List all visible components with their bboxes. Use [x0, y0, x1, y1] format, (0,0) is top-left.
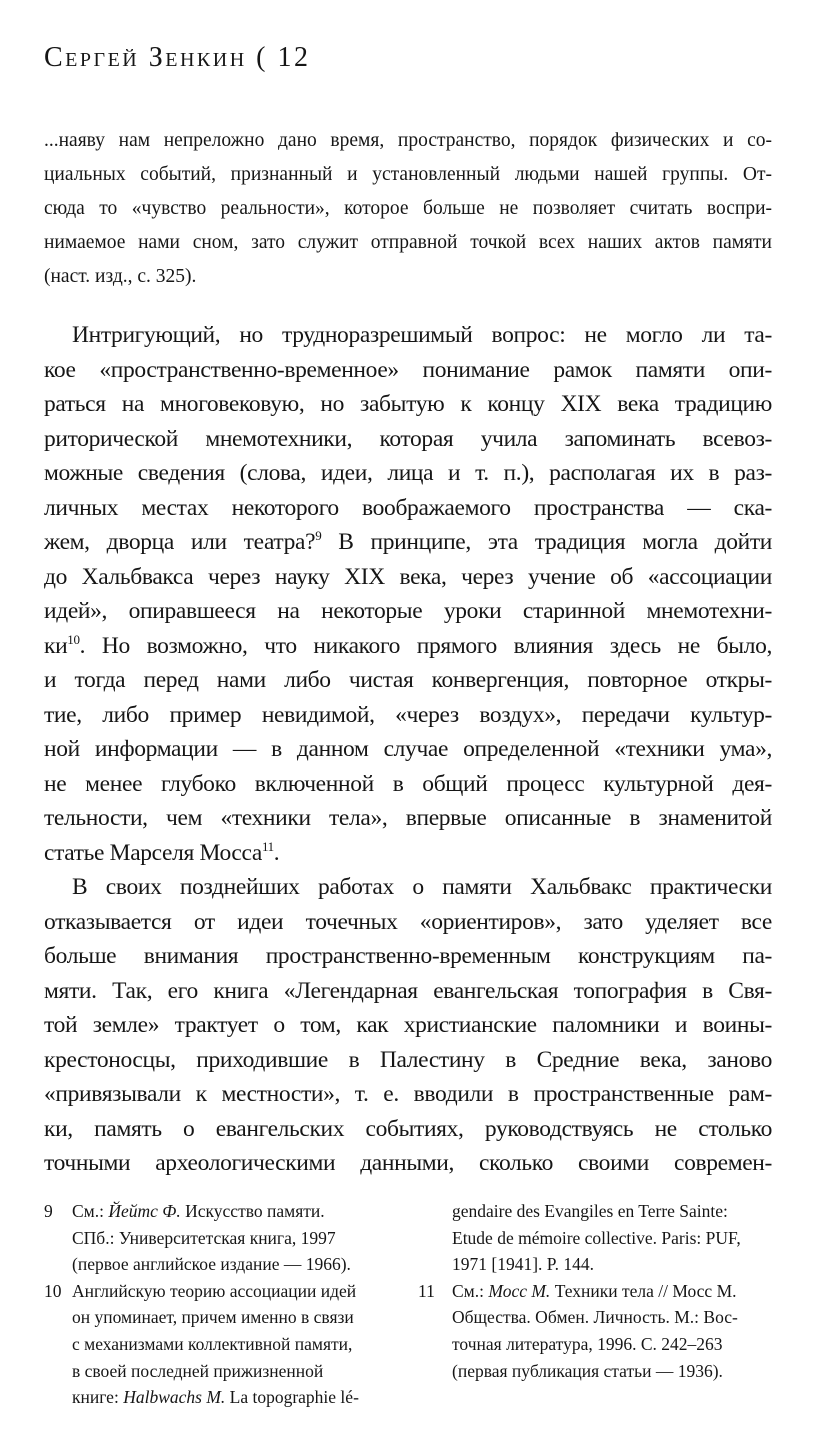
text-line: личных местах некоторого воображаемого пространства — ска-: [44, 494, 772, 521]
text-line: той земле» трактует о том, как христианские паломники и воины-: [44, 1012, 772, 1038]
quote-line: ...наяву нам непреложно дано время, пространство, порядок физических и со-: [44, 130, 772, 151]
text-line: риторической мнемотехники, которая учила запоминать всевоз-: [44, 425, 772, 452]
text-line: до Хальбвакса через науку XIX века, через учение об «ассоциации: [44, 563, 772, 590]
author-name: Halbwachs M.: [123, 1387, 226, 1408]
text-line: ки, память о евангельских событиях, руководствуясь не столько: [44, 1115, 772, 1142]
text-segment: La topographie lé-: [225, 1387, 359, 1408]
quote-line: циальных событий, признанный и установленный людьми нашей группы. От-: [44, 164, 772, 185]
footnotes-left-column: [44, 1198, 389, 1411]
body-text: [44, 318, 772, 1181]
quote-line: нимаемое нами сном, зато служит отправной точкой всех наших актов памяти: [44, 232, 772, 253]
text-line: мяти. Так, его книга «Легендарная евангельская топография в Свя-: [44, 977, 772, 1004]
footnote-line: [44, 1198, 389, 1225]
footnote-number: 10: [44, 1280, 62, 1301]
text-line: раться на многовековую, но забытую к концу XIX века традицию: [44, 391, 772, 417]
text-segment: ки: [44, 632, 68, 659]
footnote-ref-9[interactable]: 9: [315, 528, 322, 543]
text-segment: книге:: [72, 1387, 124, 1408]
footnote-10-continued: [418, 1198, 772, 1278]
text-line: тельности, чем «техники тела», впервые описанные в знаменитой: [44, 805, 772, 831]
footnote-line: в своей последней прижизненной: [72, 1360, 324, 1381]
footnote-line: 1971 [1941]. P. 144.: [452, 1254, 594, 1275]
author-name: Йейтс Ф.: [108, 1201, 181, 1221]
paragraph: [44, 870, 772, 1181]
footnote-line: (первая публикация статьи — 1936).: [452, 1360, 723, 1381]
footnotes-right-column: [418, 1198, 772, 1384]
text-segment: Техники тела // Мосс М.: [550, 1280, 737, 1301]
paragraph: [44, 318, 772, 870]
text-line: В своих позднейших работах о памяти Хальбвакс практически: [72, 874, 772, 900]
text-line: Интригующий, но трудноразрешимый вопрос: не могло ли та-: [72, 322, 772, 348]
text-line: [44, 629, 772, 664]
footnote-line: он упоминает, причем именно в связи: [72, 1307, 354, 1328]
text-segment: В принципе, эта традиция могла дойти: [321, 529, 772, 555]
text-segment: .: [273, 839, 280, 866]
text-line: [44, 525, 772, 560]
text-segment: См.:: [452, 1280, 489, 1301]
quote-line: (наст. изд., с. 325).: [44, 266, 197, 287]
footnote-number: 11: [418, 1280, 435, 1301]
footnote-line: [44, 1384, 389, 1411]
text-line: и тогда перед нами либо чистая конвергенция, повторное откры-: [44, 667, 772, 693]
quote-line: сюда то «чувство реальности», которое больше не позволяет считать воспри-: [44, 198, 772, 219]
text-line: идей», опиравшееся на некоторые уроки старинной мнемотехни-: [44, 598, 772, 624]
footnote-line: Английскую теорию ассоциации идей: [72, 1280, 357, 1301]
text-line: отказывается от идеи точечных «ориентиров», зато уделяет все: [44, 908, 772, 935]
footnote-ref-10[interactable]: 10: [67, 631, 80, 647]
block-quote: [44, 124, 772, 294]
footnote-number: 9: [44, 1201, 53, 1221]
text-line: точными археологическими данными, сколько своими современ-: [44, 1150, 772, 1176]
footnote-line: Etude de mémoire collective. Paris: PUF,: [452, 1227, 741, 1248]
footnote-line: СПб.: Университетская книга, 1997: [72, 1227, 336, 1248]
text-segment: См.:: [72, 1201, 109, 1221]
text-segment: жем, дворца или театра?: [44, 529, 316, 555]
text-line: можные сведения (слова, идеи, лица и т. п.), располагая их в раз-: [44, 460, 772, 486]
text-line: ной информации — в данном случае определенной «техники ума»,: [44, 736, 772, 762]
text-line: крестоносцы, приходившие в Палестину в Средние века, заново: [44, 1046, 772, 1073]
text-segment: Искусство памяти.: [180, 1201, 325, 1221]
text-segment: . Но возможно, что никакого прямого влияния здесь не было,: [79, 632, 772, 659]
footnote-line: точная литература, 1996. С. 242–263: [452, 1333, 723, 1354]
running-head: Сергей Зенкин ( 12: [44, 42, 311, 73]
footnote-line: (первое английское издание — 1966).: [72, 1254, 351, 1275]
author-name: Мосс М.: [488, 1280, 551, 1301]
text-line: [44, 836, 772, 871]
footnote-line: Общества. Обмен. Личность. М.: Вос-: [452, 1307, 738, 1328]
text-line: больше внимания пространственно-временным конструкциям па-: [44, 943, 772, 969]
text-line: «привязывали к местности», т. е. вводили в пространственные рам-: [44, 1081, 772, 1107]
footnote-11: [418, 1278, 772, 1384]
footnote-9: [44, 1198, 389, 1278]
footnote-line: gendaire des Evangiles en Terre Sainte:: [452, 1201, 728, 1221]
footnote-10: [44, 1278, 389, 1411]
footnote-line: [418, 1278, 772, 1305]
text-line: тие, либо пример невидимой, «через воздух», передачи культур-: [44, 701, 772, 728]
text-segment: статье Марселя Мосса: [44, 839, 262, 866]
footnote-line: с механизмами коллективной памяти,: [72, 1333, 353, 1354]
footnote-ref-11[interactable]: 11: [261, 838, 274, 854]
text-line: не менее глубоко включенной в общий процесс культурной дея-: [44, 770, 772, 797]
text-line: кое «пространственно-временное» понимание рамок памяти опи-: [44, 356, 772, 383]
